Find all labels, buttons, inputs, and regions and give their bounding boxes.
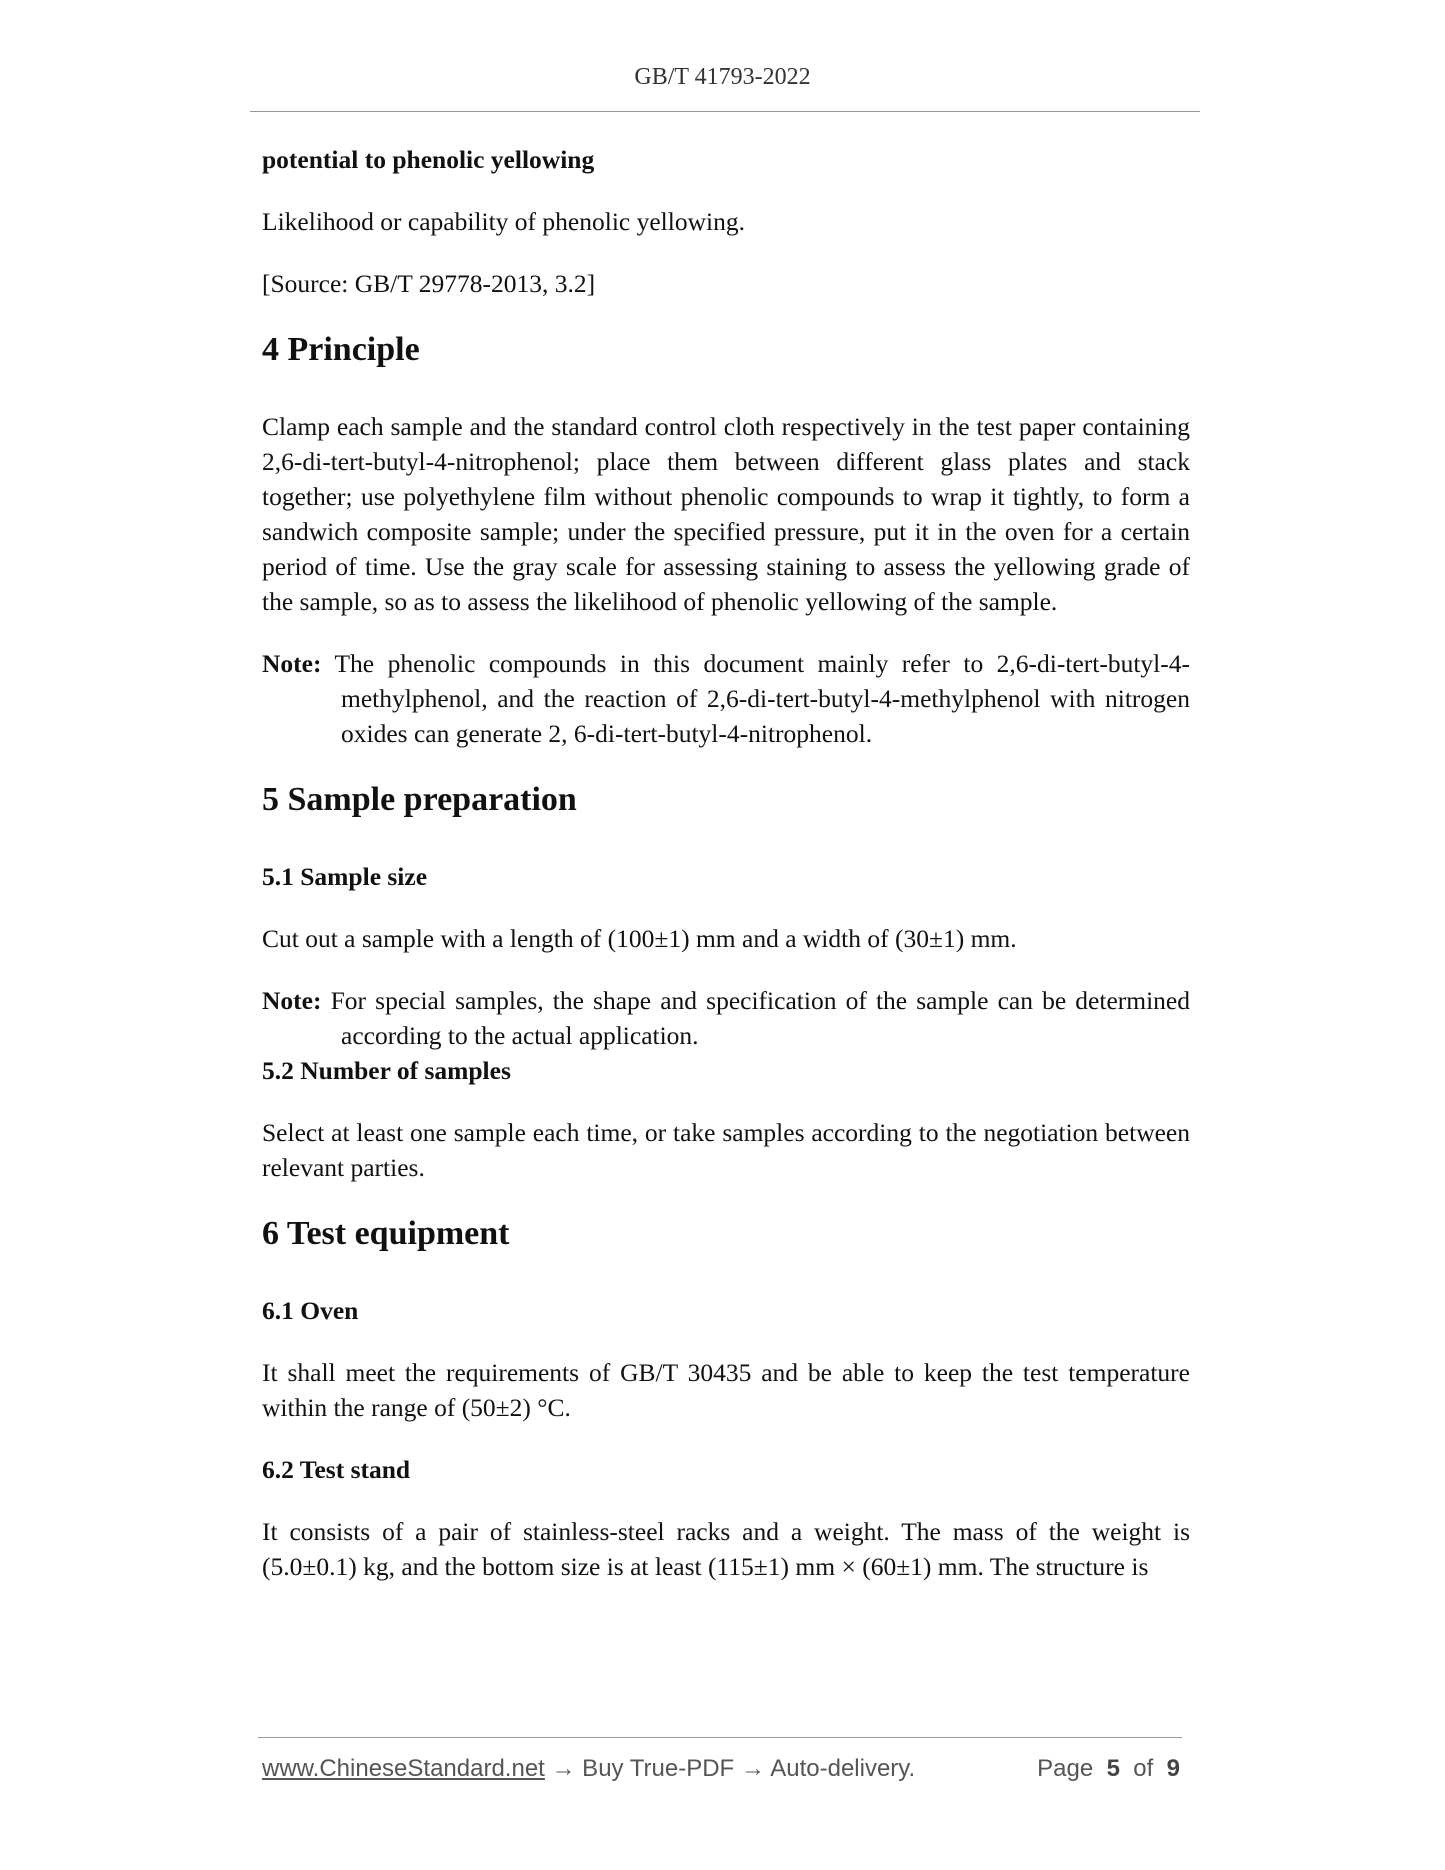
section-4-body: Clamp each sample and the standard control cloth respectively in the test paper containing 2,6-di-tert-butyl-4-nitrophenol; place them between different glass plates and stack together; use polyethylene film without phenolic compounds to wrap it tightly, to form a sandwich composite sample; under the specified pressure, put it in the oven for a certain period of time. Use the gray scale for assessing staining to assess the yellowing grade of the sample, so as to assess the likelihood of phenolic yellowing of the sample. (262, 412, 1190, 616)
section-6-1-heading: 6.1 Oven (262, 1296, 359, 1325)
section-4-heading: 4 Principle (262, 331, 420, 368)
note-label: Note: (262, 649, 322, 678)
page-footer (262, 1752, 1180, 1786)
section-6-1-body: It shall meet the requirements of GB/T 30435 and be able to keep the test temperature within the range of (50±2) °C. (262, 1358, 1190, 1422)
note-text: The phenolic compounds in this document mainly refer to 2,6-di-tert-butyl-4-methylphenol, and the reaction of 2,6-di-tert-butyl-4-methylphenol with nitrogen oxides can generate 2, 6-di-tert-butyl-4-nitrophenol. (334, 649, 1190, 748)
section-5-1-body: Cut out a sample with a length of (100±1) mm and a width of (30±1) mm. (262, 924, 1017, 953)
note-label: Note: (262, 986, 322, 1015)
section-5-1-note (262, 983, 1190, 1053)
section-5-2-body: Select at least one sample each time, or take samples according to the negotiation between relevant parties. (262, 1118, 1190, 1182)
document-code-header: GB/T 41793-2022 (634, 64, 811, 90)
page-number (1037, 1752, 1180, 1786)
term-name: potential to phenolic yellowing (262, 145, 595, 174)
page-total: 9 (1166, 1755, 1180, 1782)
page-of: of (1133, 1755, 1154, 1782)
page-label: Page (1037, 1755, 1094, 1782)
footer-promo-text: → Buy True-PDF → Auto-delivery. (544, 1755, 916, 1782)
note-text: For special samples, the shape and specification of the sample can be determined according to the actual application. (330, 986, 1191, 1050)
section-6-heading: 6 Test equipment (262, 1215, 510, 1252)
section-5-2-heading: 5.2 Number of samples (262, 1056, 511, 1085)
page-content (262, 142, 1190, 1584)
term-definition: Likelihood or capability of phenolic yellowing. (262, 207, 745, 236)
section-5-heading: 5 Sample preparation (262, 781, 577, 818)
section-6-2-body: It consists of a pair of stainless-steel racks and a weight. The mass of the weight is (5.0±0.1) kg, and the bottom size is at least (115±1) mm × (60±1) mm. The structure is (262, 1517, 1190, 1581)
footer-divider (258, 1737, 1182, 1738)
section-5-1-heading: 5.1 Sample size (262, 862, 428, 891)
term-source: [Source: GB/T 29778-2013, 3.2] (262, 269, 596, 298)
footer-promo (262, 1752, 915, 1786)
chinesestandard-link[interactable]: www.ChineseStandard.net (262, 1755, 545, 1782)
header-divider (250, 111, 1200, 112)
section-6-2-heading: 6.2 Test stand (262, 1455, 411, 1484)
page-current: 5 (1106, 1755, 1120, 1782)
section-4-note (262, 646, 1190, 751)
